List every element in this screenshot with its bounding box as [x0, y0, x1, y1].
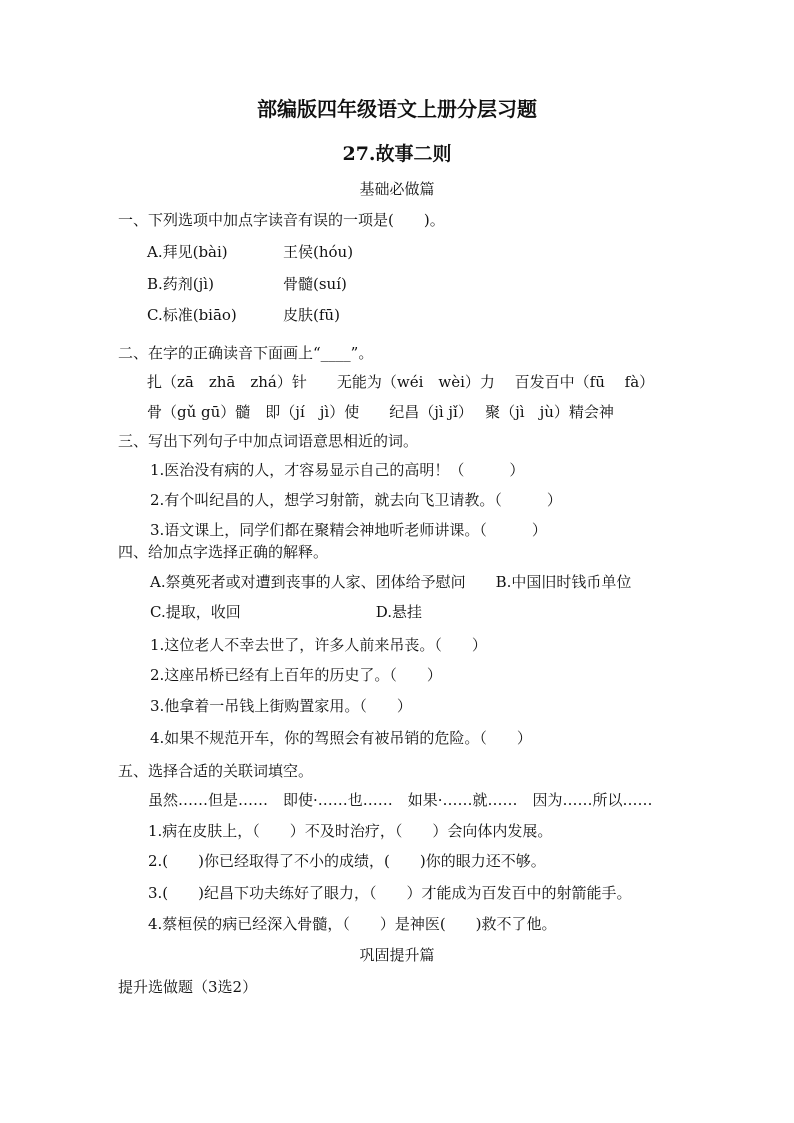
lesson-title: 27.故事二则 [342, 143, 452, 165]
q4-option-cd: C.提取，收回 D.悬挂 [150, 603, 422, 621]
q5-item-2: 2.( )你已经取得了不小的成绩，( )你的眼力还不够。 [148, 852, 546, 870]
q4-item-1: 1.这位老人不幸去世了，许多人前来吊丧。（ ） [150, 636, 487, 654]
q1-option-a-right: 王侯(hóu) [283, 243, 354, 261]
q4-item-2: 2.这座吊桥已经有上百年的历史了。（ ） [150, 666, 442, 684]
q3-item-3: 3.语文课上，同学们都在聚精会神地听老师讲课。（ ） [150, 521, 547, 539]
q1-stem: 一、下列选项中加点字读音有误的一项是( )。 [118, 211, 445, 229]
q1-option-b-left: B.药剂(jì) [147, 275, 214, 293]
q3-item-2: 2.有个叫纪昌的人，想学习射箭，就去向飞卫请教。（ ） [150, 491, 562, 509]
q1-option-c-left: C.标准(biāo) [147, 306, 237, 324]
q5-stem: 五、选择合适的关联词填空。 [118, 762, 314, 780]
q5-item-1: 1.病在皮肤上，（ ）不及时治疗，（ ）会向体内发展。 [148, 822, 553, 840]
q3-item-1: 1.医治没有病的人，才容易显示自己的高明！（ ） [150, 461, 525, 479]
q1-option-c-right: 皮肤(fū) [283, 306, 340, 324]
q1-option-a-left: A.拜见(bài) [147, 243, 228, 261]
page-title: 部编版四年级语文上册分层习题 [257, 97, 537, 121]
q1-option-b-right: 骨髓(suí) [283, 275, 347, 293]
q5-word-bank: 虽然……但是…… 即使·……也…… 如果·……就…… 因为……所以…… [148, 791, 653, 809]
q4-option-ab: A.祭奠死者或对遭到丧事的人家、团体给予慰问 B.中国旧时钱币单位 [150, 573, 632, 591]
q4-stem: 四、给加点字选择正确的解释。 [118, 543, 329, 561]
q2-stem: 二、在字的正确读音下面画上“____”。 [118, 344, 374, 362]
q2-line-2: 骨（gǔ gū）髓 即（jí jì）使 纪昌（jì jǐ） 聚（jì jù）精会神 [147, 403, 614, 421]
section-basic-heading: 基础必做篇 [359, 180, 435, 198]
q3-stem: 三、写出下列句子中加点词语意思相近的词。 [118, 432, 419, 450]
section-advanced-heading: 巩固提升篇 [359, 946, 435, 964]
q4-item-4: 4.如果不规范开车，你的驾照会有被吊销的危险。（ ） [150, 729, 532, 747]
q5-item-3: 3.( )纪昌下功夫练好了眼力，（ ）才能成为百发百中的射箭能手。 [148, 884, 632, 902]
q2-line-1: 扎（zā zhā zhá）针 无能为（wéi wèi）力 百发百中（fū fà） [147, 373, 655, 391]
optional-questions-label: 提升选做题（3选2） [118, 978, 258, 996]
q5-item-4: 4.蔡桓侯的病已经深入骨髓，（ ）是神医( )救不了他。 [148, 915, 557, 933]
q4-item-3: 3.他拿着一吊钱上街购置家用。（ ） [150, 697, 412, 715]
